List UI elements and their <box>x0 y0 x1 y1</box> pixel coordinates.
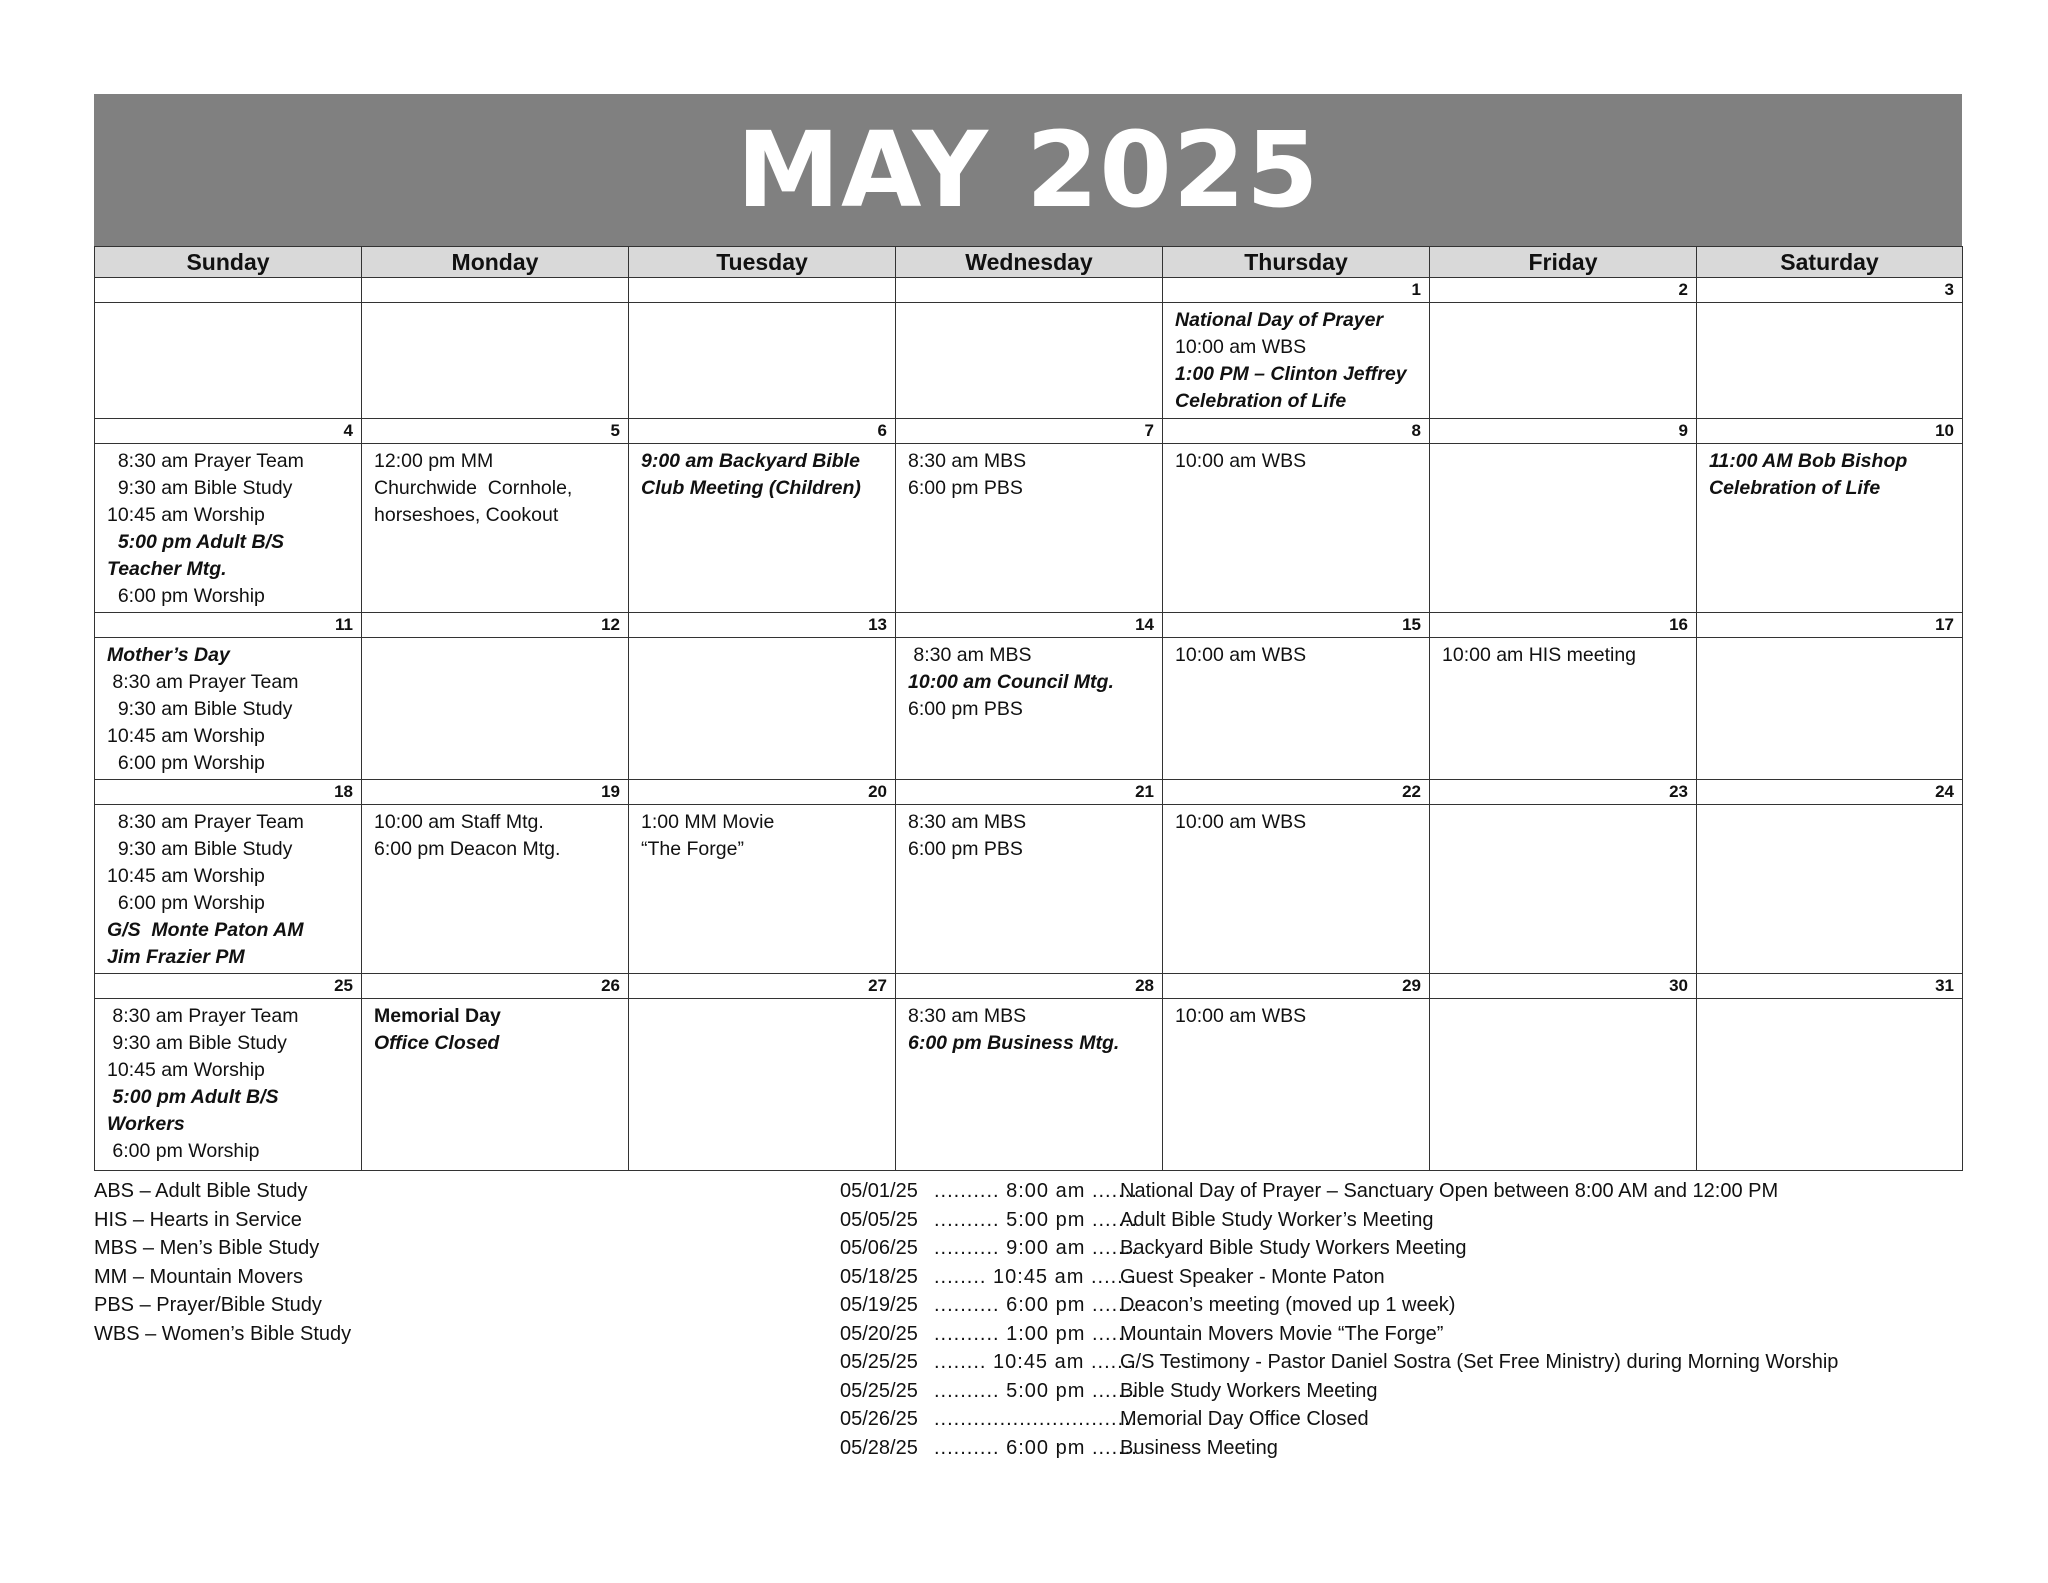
note-date: 05/26/25 <box>840 1408 918 1430</box>
page-title: MAY 2025 <box>736 109 1320 231</box>
day-cell <box>1163 999 1430 1171</box>
event-line: 8:30 am Prayer Team <box>107 1005 299 1027</box>
date-number <box>629 278 896 303</box>
event-line: 10:00 am Staff Mtg. <box>374 811 544 833</box>
day-cell <box>1430 638 1697 780</box>
week-number-row <box>95 613 1963 638</box>
event-line: Mother’s Day <box>107 644 230 666</box>
day-cell <box>95 805 362 974</box>
week-events-row <box>95 999 1963 1171</box>
event-line: 8:30 am MBS <box>908 1005 1027 1027</box>
note-row <box>840 1263 1838 1292</box>
weekday-header-row <box>95 247 1963 278</box>
day-cell <box>1163 638 1430 780</box>
note-text: Backyard Bible Study Workers Meeting <box>1120 1237 1467 1259</box>
event-line: 8:30 am Prayer Team <box>107 671 299 693</box>
event-line: Celebration of Life <box>1709 477 1881 499</box>
day-cell <box>1430 805 1697 974</box>
day-cell <box>896 303 1163 419</box>
week-number-row <box>95 278 1963 303</box>
date-number <box>95 278 362 303</box>
note-date: 05/06/25 <box>840 1237 918 1259</box>
day-cell <box>362 638 629 780</box>
weekday-header: Saturday <box>1697 247 1963 278</box>
legend-item: ABS – Adult Bible Study <box>94 1180 308 1202</box>
note-time: .......... 9:00 am ....... <box>934 1237 1138 1259</box>
event-line: 10:00 am WBS <box>1175 811 1307 833</box>
note-text: Deacon’s meeting (moved up 1 week) <box>1120 1294 1456 1316</box>
event-line: 11:00 AM Bob Bishop <box>1709 450 1908 472</box>
event-line: Jim Frazier PM <box>107 946 245 968</box>
note-time: .......... 6:00 pm ....... <box>934 1294 1138 1316</box>
legend-item: WBS – Women’s Bible Study <box>94 1322 352 1345</box>
day-cell <box>95 444 362 613</box>
event-line: 10:00 am WBS <box>1175 1005 1307 1027</box>
note-text: G/S Testimony - Pastor Daniel Sostra (Set Free Ministry) during Morning Worship <box>1120 1351 1839 1373</box>
date-number: 9 <box>1430 419 1697 444</box>
week-events-row <box>95 444 1963 613</box>
event-line: 10:45 am Worship <box>107 504 265 526</box>
note-date: 05/18/25 <box>840 1265 918 1288</box>
note-row <box>840 1291 1838 1320</box>
event-line: 5:00 pm Adult B/S <box>107 531 284 553</box>
week-number-row <box>95 419 1963 444</box>
date-number: 13 <box>629 613 896 638</box>
day-cell <box>896 444 1163 613</box>
event-line: 10:45 am Worship <box>107 725 265 747</box>
note-row <box>840 1206 1838 1235</box>
event-line: 10:00 am WBS <box>1175 644 1307 666</box>
date-number: 27 <box>629 974 896 999</box>
event-line: 8:30 am MBS <box>908 644 1032 666</box>
calendar-body <box>95 278 1963 1171</box>
date-number: 5 <box>362 419 629 444</box>
event-line: 10:00 am WBS <box>1175 450 1307 472</box>
note-date: 05/05/25 <box>840 1208 918 1231</box>
note-time: .......... 1:00 pm ....... <box>934 1322 1138 1345</box>
event-line: 10:00 am Council Mtg. <box>908 671 1114 693</box>
note-date: 05/01/25 <box>840 1180 918 1202</box>
event-line: 9:30 am Bible Study <box>107 477 293 499</box>
note-time: .......... 8:00 am ....... <box>934 1180 1138 1202</box>
date-number: 10 <box>1697 419 1963 444</box>
note-row <box>840 1320 1838 1349</box>
date-number: 29 <box>1163 974 1430 999</box>
note-text: Memorial Day Office Closed <box>1120 1408 1369 1430</box>
day-cell <box>629 303 896 419</box>
event-notes-list <box>840 1177 1838 1462</box>
weekday-header: Friday <box>1430 247 1697 278</box>
legend-item: PBS – Prayer/Bible Study <box>94 1294 322 1316</box>
date-number: 28 <box>896 974 1163 999</box>
day-cell <box>1430 444 1697 613</box>
abbreviation-legend <box>94 1177 351 1348</box>
week-events-row <box>95 805 1963 974</box>
date-number: 30 <box>1430 974 1697 999</box>
event-line: 8:30 am Prayer Team <box>107 450 304 472</box>
note-time: .......... 5:00 pm ....... <box>934 1208 1138 1231</box>
event-line: 6:00 pm PBS <box>908 698 1023 720</box>
date-number: 1 <box>1163 278 1430 303</box>
note-row <box>840 1434 1838 1463</box>
event-line: 10:00 am HIS meeting <box>1442 644 1637 666</box>
weekday-header: Sunday <box>95 247 362 278</box>
day-cell <box>629 805 896 974</box>
day-cell <box>1163 444 1430 613</box>
date-number: 20 <box>629 780 896 805</box>
day-cell <box>95 999 362 1171</box>
note-row <box>840 1377 1838 1406</box>
event-line: 9:30 am Bible Study <box>107 698 293 720</box>
event-line: 6:00 pm PBS <box>908 838 1023 860</box>
event-line: 6:00 pm Worship <box>107 752 265 774</box>
note-row <box>840 1405 1838 1434</box>
note-time: ................................ <box>934 1408 1144 1430</box>
date-number: 22 <box>1163 780 1430 805</box>
event-line: Workers <box>107 1113 185 1135</box>
day-cell <box>362 303 629 419</box>
note-text: Adult Bible Study Worker’s Meeting <box>1120 1208 1434 1231</box>
date-number: 21 <box>896 780 1163 805</box>
event-line: Churchwide Cornhole, <box>374 477 573 499</box>
event-line: 9:30 am Bible Study <box>107 838 293 860</box>
day-cell <box>629 638 896 780</box>
event-line: 8:30 am MBS <box>908 811 1027 833</box>
event-line: 10:45 am Worship <box>107 865 265 887</box>
note-time: .......... 6:00 pm ....... <box>934 1436 1138 1459</box>
event-line: 10:45 am Worship <box>107 1059 265 1081</box>
day-cell <box>1697 999 1963 1171</box>
day-cell <box>362 805 629 974</box>
note-time: ........ 10:45 am ....... <box>934 1351 1137 1373</box>
day-cell <box>896 638 1163 780</box>
day-cell <box>1163 805 1430 974</box>
event-line: horseshoes, Cookout <box>374 504 559 526</box>
note-date: 05/25/25 <box>840 1351 918 1373</box>
date-number: 2 <box>1430 278 1697 303</box>
note-row <box>840 1234 1838 1263</box>
event-line: 6:00 pm Worship <box>107 585 265 607</box>
date-number: 25 <box>95 974 362 999</box>
event-line: 1:00 MM Movie <box>641 811 775 833</box>
event-line: G/S Monte Paton AM <box>107 919 304 941</box>
day-cell <box>896 805 1163 974</box>
date-number: 16 <box>1430 613 1697 638</box>
event-line: 6:00 pm Worship <box>107 892 265 914</box>
week-number-row <box>95 974 1963 999</box>
date-number: 7 <box>896 419 1163 444</box>
event-line: 6:00 pm Deacon Mtg. <box>374 838 561 860</box>
note-date: 05/25/25 <box>840 1379 918 1402</box>
note-row <box>840 1348 1838 1377</box>
event-line: 10:00 am WBS <box>1175 336 1307 358</box>
date-number: 15 <box>1163 613 1430 638</box>
weekday-header: Tuesday <box>629 247 896 278</box>
note-date: 05/19/25 <box>840 1294 918 1316</box>
legend-item: MBS – Men’s Bible Study <box>94 1237 320 1259</box>
date-number: 11 <box>95 613 362 638</box>
note-text: Bible Study Workers Meeting <box>1120 1379 1378 1402</box>
date-number: 4 <box>95 419 362 444</box>
calendar-grid <box>94 246 1963 1171</box>
day-cell <box>95 638 362 780</box>
note-date: 05/20/25 <box>840 1322 918 1345</box>
day-cell <box>362 444 629 613</box>
date-number: 23 <box>1430 780 1697 805</box>
day-cell <box>896 999 1163 1171</box>
day-cell <box>629 999 896 1171</box>
event-line: 6:00 pm Business Mtg. <box>908 1032 1120 1054</box>
date-number <box>896 278 1163 303</box>
week-events-row <box>95 303 1963 419</box>
day-cell <box>1430 999 1697 1171</box>
date-number: 17 <box>1697 613 1963 638</box>
event-line: “The Forge” <box>641 838 744 860</box>
event-line: Office Closed <box>374 1032 500 1054</box>
day-cell <box>1430 303 1697 419</box>
note-text: Mountain Movers Movie “The Forge” <box>1120 1322 1444 1345</box>
event-line: 6:00 pm Worship <box>107 1140 260 1162</box>
weekday-header: Monday <box>362 247 629 278</box>
date-number: 3 <box>1697 278 1963 303</box>
note-text: Guest Speaker - Monte Paton <box>1120 1265 1385 1288</box>
event-line: 9:00 am Backyard Bible <box>641 450 860 472</box>
note-date: 05/28/25 <box>840 1436 918 1459</box>
date-number: 6 <box>629 419 896 444</box>
event-line: Celebration of Life <box>1175 390 1347 412</box>
event-line: 5:00 pm Adult B/S <box>107 1086 279 1108</box>
day-cell <box>362 999 629 1171</box>
note-text: National Day of Prayer – Sanctuary Open between 8:00 AM and 12:00 PM <box>1120 1180 1779 1202</box>
day-cell <box>1163 303 1430 419</box>
date-number: 19 <box>362 780 629 805</box>
day-cell <box>1697 444 1963 613</box>
event-line: Teacher Mtg. <box>107 558 227 580</box>
day-cell <box>1697 805 1963 974</box>
legend-item: HIS – Hearts in Service <box>94 1208 302 1231</box>
event-line: Memorial Day <box>374 1005 501 1027</box>
weekday-header: Wednesday <box>896 247 1163 278</box>
event-line: 8:30 am Prayer Team <box>107 811 304 833</box>
day-cell <box>1697 638 1963 780</box>
date-number: 14 <box>896 613 1163 638</box>
date-number: 26 <box>362 974 629 999</box>
note-time: ........ 10:45 am ....... <box>934 1265 1137 1288</box>
day-cell <box>629 444 896 613</box>
event-line: 1:00 PM – Clinton Jeffrey <box>1175 363 1407 385</box>
day-cell <box>1697 303 1963 419</box>
note-row <box>840 1177 1838 1206</box>
title-banner <box>94 94 1962 246</box>
event-line: 12:00 pm MM <box>374 450 494 472</box>
event-line: 6:00 pm PBS <box>908 477 1023 499</box>
date-number: 8 <box>1163 419 1430 444</box>
note-time: .......... 5:00 pm ....... <box>934 1379 1138 1402</box>
event-line: Club Meeting (Children) <box>641 477 861 499</box>
event-line: 8:30 am MBS <box>908 450 1027 472</box>
date-number: 12 <box>362 613 629 638</box>
date-number: 24 <box>1697 780 1963 805</box>
date-number <box>362 278 629 303</box>
day-cell <box>95 303 362 419</box>
date-number: 18 <box>95 780 362 805</box>
date-number: 31 <box>1697 974 1963 999</box>
week-events-row <box>95 638 1963 780</box>
note-text: Business Meeting <box>1120 1436 1278 1459</box>
weekday-header: Thursday <box>1163 247 1430 278</box>
event-line: 9:30 am Bible Study <box>107 1032 287 1054</box>
legend-item: MM – Mountain Movers <box>94 1265 303 1288</box>
event-line: National Day of Prayer <box>1175 309 1384 331</box>
week-number-row <box>95 780 1963 805</box>
